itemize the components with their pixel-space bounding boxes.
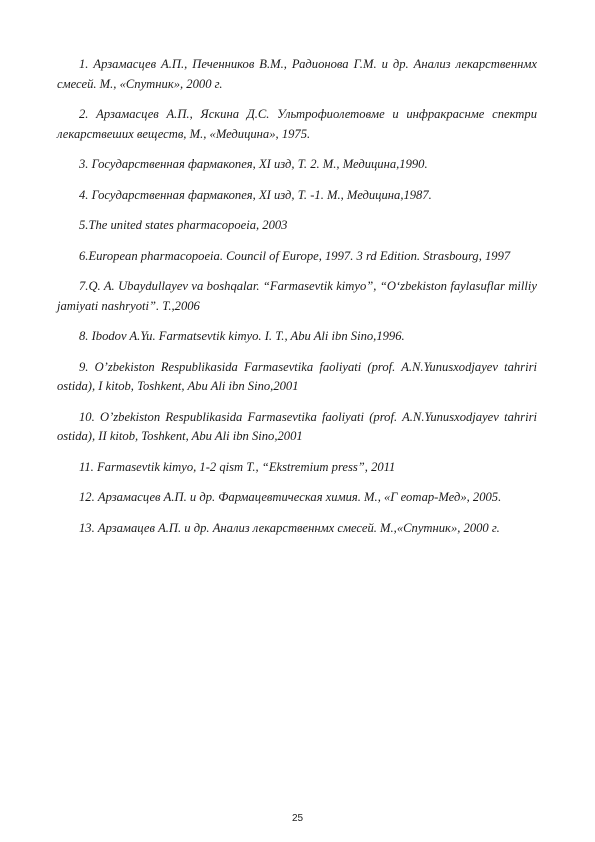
reference-item: 7.Q. A. Ubaydullayev va boshqalar. “Farmasevtik kimyo”, “O‘zbekiston faylasuflar milliy jamiyati nashryoti”. T.,2006: [57, 279, 537, 313]
reference-item: 4. Государственная фармакопея, XI изд, Т. -1. М., Медицина,1987.: [79, 187, 432, 202]
reference-item: 13. Арзамацев А.П. и др. Анализ лекарственнмх смесей. М.,«Спутник», 2000 г.: [79, 520, 500, 535]
reference-item: 2. Арзамасцев А.П., Яскина Д.С. Ультрофиолетовме и инфракраснме спектри лекарствешиx веществ, М., «Медицина», 1975.: [57, 107, 537, 141]
reference-item: 11. Farmasevtik kimyo, 1-2 qism T., “Ekstremium press”, 2011: [79, 459, 396, 474]
reference-item: 10. O’zbekiston Respublikasida Farmasevtika faoliyati (prof. A.N.Yunusxodjayev tahriri ostida), II kitob, Toshkent, Abu Ali ibn Sino,2001: [57, 409, 537, 443]
reference-item: 8. Ibodov A.Yu. Farmatsevtik kimyo. I. T., Abu Ali ibn Sino,1996.: [79, 329, 405, 343]
reference-list: [57, 55, 537, 549]
page-number: 25: [291, 813, 304, 824]
reference-item: 12. Арзамасцев А.П. и др. Фармацевтическая химия. М., «Г еотар-Мед», 2005.: [79, 490, 502, 504]
reference-item: 9. O’zbekiston Respublikasida Farmasevtika faoliyati (prof. A.N.Yunusxodjayev tahriri ostida), I kitob, Toshkent, Abu Ali ibn Sino,2001: [57, 359, 537, 393]
reference-item: 1. Арзамасцев А.П., Печенников В.М., Радионова Г.М. и др. Анализ лекарственнмх смесей. М., «Спутник», 2000 г.: [57, 57, 537, 91]
reference-item: 5.The united states pharmacopoeia, 2003: [79, 218, 288, 232]
reference-item: 3. Государственная фармакопея, XI изд, Т. 2. М., Медицина,1990.: [79, 157, 428, 171]
reference-item: 6.European pharmacopoeia. Council of Europe, 1997. 3 rd Edition. Strasbourg, 1997: [79, 248, 511, 263]
